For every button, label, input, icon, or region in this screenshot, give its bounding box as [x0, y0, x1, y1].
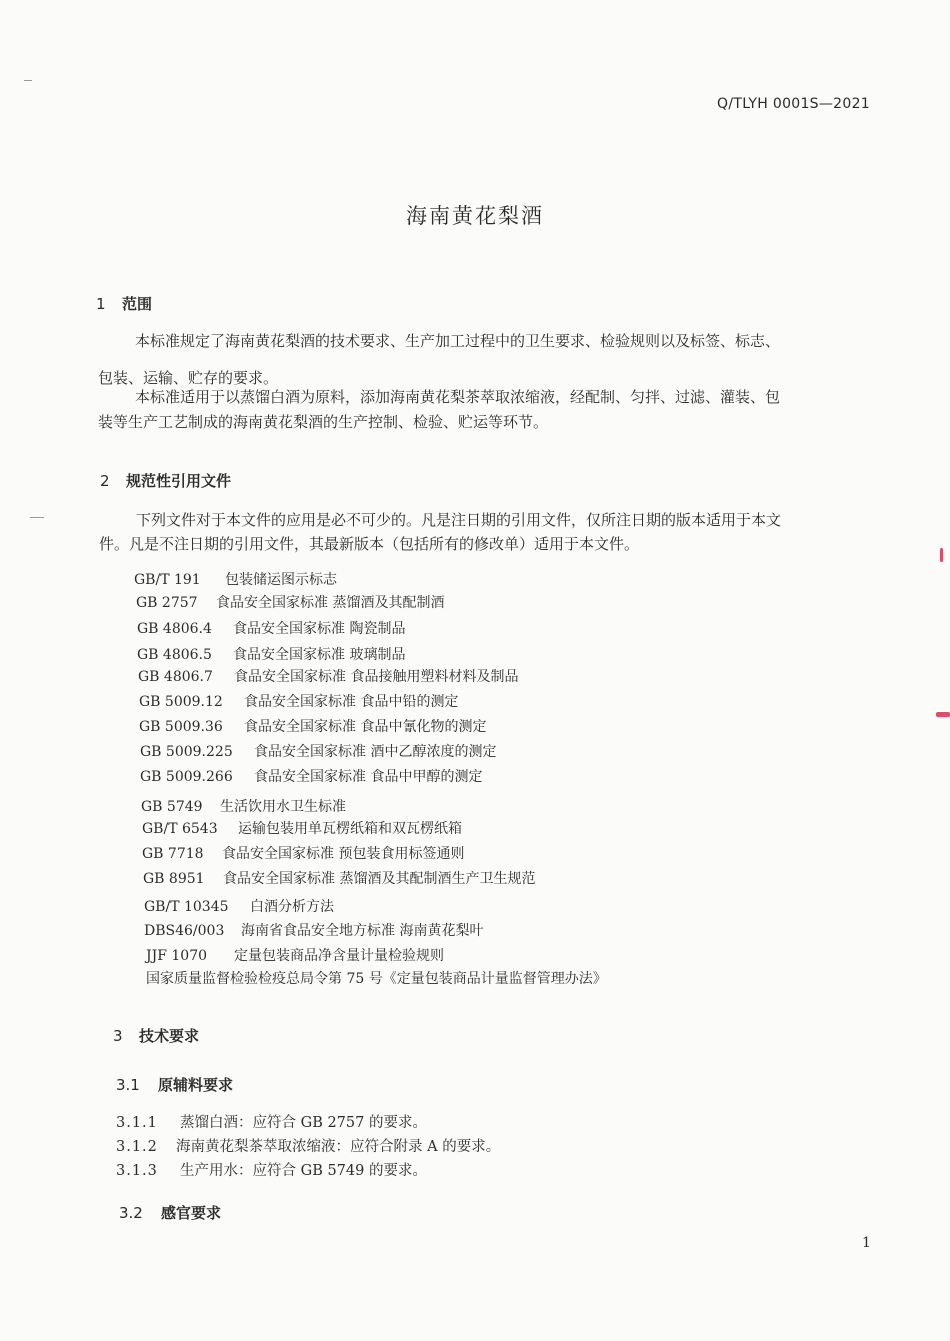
reference-item: [137, 644, 405, 664]
reference-title: 食品安全国家标准 蒸馏酒及其配制酒生产卫生规范: [223, 871, 536, 887]
section-number: 2: [100, 472, 110, 490]
section-title: 规范性引用文件: [126, 472, 232, 490]
reference-code: GB 5009.266: [140, 769, 233, 785]
subsection-number: 3.2: [119, 1204, 143, 1222]
stamp-edge-mark: [940, 548, 943, 562]
reference-title: 食品安全国家标准 蒸馏酒及其配制酒: [216, 595, 445, 611]
reference-item: [139, 691, 458, 711]
scan-speck: [24, 80, 32, 81]
reference-item: [141, 796, 346, 816]
reference-item: [142, 843, 464, 863]
reference-code: GB 4806.5: [137, 647, 212, 663]
document-number: Q/TLYH 0001S—2021: [717, 96, 871, 112]
reference-item: [143, 868, 535, 888]
reference-item: [139, 716, 486, 736]
requirement-item: [116, 1135, 500, 1156]
reference-title: 食品安全国家标准 陶瓷制品: [233, 621, 406, 637]
reference-code: GB 5009.12: [139, 694, 223, 710]
section-number: 3: [113, 1027, 123, 1045]
reference-item: [142, 818, 462, 838]
reference-item: [140, 741, 496, 761]
reference-code: GB 4806.4: [137, 621, 212, 637]
reference-item: [137, 618, 405, 638]
reference-item: [140, 766, 482, 786]
reference-item: [144, 920, 483, 940]
item-number: 3.1.3: [116, 1163, 158, 1179]
reference-title: 食品安全国家标准 预包装食用标签通则: [222, 846, 465, 862]
reference-item: [136, 592, 444, 612]
section-number: 1: [96, 295, 106, 313]
reference-code: GB 7718: [142, 846, 204, 862]
subsection-3-1-heading: [116, 1074, 233, 1095]
reference-code: GB 5009.36: [139, 719, 223, 735]
section-2-heading: [100, 470, 231, 491]
section-3-heading: [113, 1025, 199, 1046]
reference-title: 包装储运图示标志: [225, 572, 337, 588]
reference-code: JJF 1070: [146, 948, 208, 964]
item-text: 生产用水：应符合 GB 5749 的要求。: [180, 1163, 427, 1179]
subsection-title: 原辅料要求: [158, 1076, 234, 1094]
reference-item-decree: 国家质量监督检验检疫总局令第 75 号《定量包装商品计量监督管理办法》: [146, 971, 607, 987]
item-number: 3.1.2: [116, 1139, 158, 1155]
reference-code: GB 4806.7: [138, 669, 213, 685]
paragraph-line: 本标准适用于以蒸馏白酒为原料，添加海南黄花梨茶萃取浓缩液，经配制、匀拌、过滤、灌装、包: [135, 388, 781, 406]
requirement-item: [116, 1111, 427, 1132]
requirement-item: [116, 1159, 427, 1180]
reference-title: 定量包装商品净含量计量检验规则: [234, 948, 444, 964]
paragraph-line: 下列文件对于本文件的应用是必不可少的。凡是注日期的引用文件，仅所注日期的版本适用于本文: [136, 511, 782, 529]
reference-code: GB/T 10345: [144, 899, 229, 915]
reference-code: GB/T 191: [134, 572, 201, 588]
reference-item: [138, 666, 518, 686]
reference-item: [144, 896, 334, 916]
subsection-title: 感官要求: [161, 1204, 222, 1222]
reference-title: 海南省食品安全地方标准 海南黄花梨叶: [241, 923, 484, 939]
reference-title: 食品安全国家标准 食品接触用塑料材料及制品: [234, 669, 519, 685]
reference-title: 生活饮用水卫生标准: [220, 799, 346, 815]
page-title: 海南黄花梨酒: [406, 204, 544, 228]
stamp-edge-mark: [936, 712, 950, 717]
reference-title: 运输包装用单瓦楞纸箱和双瓦楞纸箱: [238, 821, 462, 837]
paragraph-line: 件。凡是不注日期的引用文件，其最新版本（包括所有的修改单）适用于本文件。: [99, 535, 640, 553]
reference-title: 食品安全国家标准 食品中氰化物的测定: [244, 719, 487, 735]
page-number: 1: [862, 1235, 871, 1251]
subsection-number: 3.1: [116, 1076, 140, 1094]
reference-code: DBS46/003: [144, 923, 225, 939]
section-title: 范围: [122, 295, 153, 313]
reference-item: [134, 569, 337, 589]
reference-title: 食品安全国家标准 食品中甲醇的测定: [254, 769, 483, 785]
section-1-heading: [96, 293, 152, 314]
item-number: 3.1.1: [116, 1115, 158, 1131]
reference-title: 食品安全国家标准 酒中乙醇浓度的测定: [254, 744, 497, 760]
reference-code: GB 5009.225: [140, 744, 233, 760]
item-text: 蒸馏白酒：应符合 GB 2757 的要求。: [180, 1115, 427, 1131]
paragraph-line: 本标准规定了海南黄花梨酒的技术要求、生产加工过程中的卫生要求、检验规则以及标签、标志、: [135, 332, 781, 350]
reference-code: GB 5749: [141, 799, 203, 815]
section-title: 技术要求: [139, 1027, 200, 1045]
reference-code: GB/T 6543: [142, 821, 218, 837]
reference-code: GB 2757: [136, 595, 198, 611]
reference-title: 食品安全国家标准 玻璃制品: [233, 647, 406, 663]
reference-code: GB 8951: [143, 871, 205, 887]
paragraph-line: 装等生产工艺制成的海南黄花梨酒的生产控制、检验、贮运等环节。: [98, 413, 549, 431]
paragraph-line: 包装、运输、贮存的要求。: [98, 369, 279, 387]
reference-title: 食品安全国家标准 食品中铅的测定: [244, 694, 459, 710]
item-text: 海南黄花梨茶萃取浓缩液：应符合附录 A 的要求。: [176, 1139, 501, 1155]
reference-title: 白酒分析方法: [250, 899, 334, 915]
reference-item: [146, 945, 444, 965]
subsection-3-2-heading: [119, 1202, 221, 1223]
scan-speck: [30, 517, 44, 518]
